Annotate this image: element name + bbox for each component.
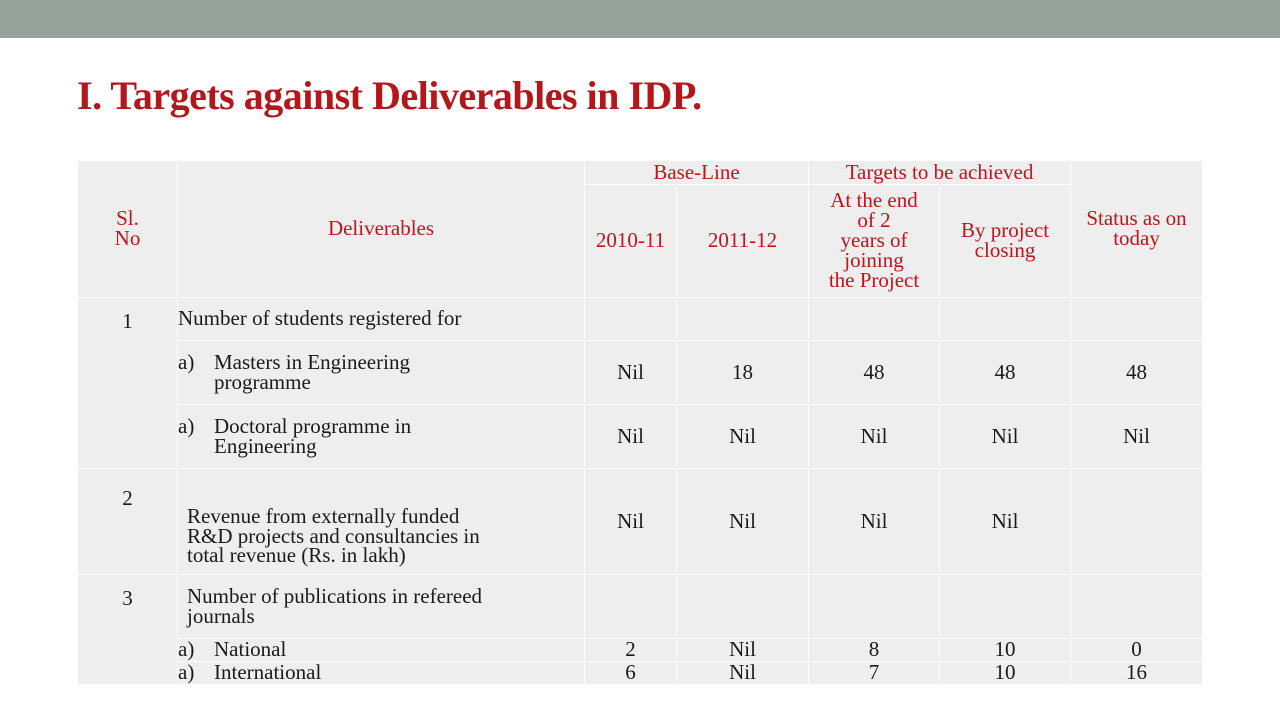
header-sl-no: Sl. No — [78, 161, 178, 298]
value-cell: 7 — [809, 662, 940, 685]
header-deliverables: Deliverables — [178, 161, 585, 298]
value-cell: Nil — [677, 469, 809, 575]
row-deliverable-text: Revenue from externally funded R&D projects and consultancies in total revenue (Rs. in lakh) — [178, 469, 585, 575]
value-cell: Nil — [585, 341, 677, 405]
row-sl-number: 1 — [78, 298, 178, 469]
row-subitem: a) Masters in Engineering programme — [178, 341, 585, 405]
header-baseline: Base-Line — [585, 161, 809, 185]
value-cell: 48 — [1071, 341, 1203, 405]
value-cell: Nil — [585, 469, 677, 575]
header-year-2011-12: 2011-12 — [677, 185, 809, 298]
deliverables-table — [77, 160, 1203, 685]
table-row — [78, 405, 1203, 469]
value-cell: 16 — [1071, 662, 1203, 685]
row-sl-number: 3 — [78, 575, 178, 685]
value-cell: 0 — [1071, 639, 1203, 662]
value-cell: Nil — [1071, 405, 1203, 469]
value-cell: Nil — [585, 405, 677, 469]
value-cell: 10 — [940, 639, 1071, 662]
value-cell: 2 — [585, 639, 677, 662]
value-cell: 48 — [940, 341, 1071, 405]
header-targets: Targets to be achieved — [809, 161, 1071, 185]
table-row — [78, 469, 1203, 575]
header-project-closing: By project closing — [940, 185, 1071, 298]
value-cell: Nil — [940, 405, 1071, 469]
value-cell: Nil — [940, 469, 1071, 575]
row-subitem: a) National — [178, 639, 585, 662]
value-cell: Nil — [677, 639, 809, 662]
top-accent-bar — [0, 0, 1280, 38]
table-row — [78, 298, 1203, 341]
header-end-of-two-years: At the end of 2 years of joining the Project — [809, 185, 940, 298]
row-subitem: a) Doctoral programme in Engineering — [178, 405, 585, 469]
header-row-1 — [78, 161, 1203, 185]
table-row — [78, 639, 1203, 662]
header-status: Status as on today — [1071, 161, 1203, 298]
value-cell: 6 — [585, 662, 677, 685]
value-cell: 8 — [809, 639, 940, 662]
value-cell: Nil — [677, 405, 809, 469]
value-cell: Nil — [809, 405, 940, 469]
table-row — [78, 341, 1203, 405]
value-cell: 18 — [677, 341, 809, 405]
table-row — [78, 662, 1203, 685]
value-cell: Nil — [809, 469, 940, 575]
table-row — [78, 575, 1203, 639]
row-deliverable-text: Number of publications in refereed journals — [178, 575, 585, 639]
row-deliverable-text: Number of students registered for — [178, 298, 585, 341]
row-sl-number: 2 — [78, 469, 178, 575]
value-cell: Nil — [677, 662, 809, 685]
row-subitem: a) International — [178, 662, 585, 685]
value-cell: 48 — [809, 341, 940, 405]
slide-title: I. Targets against Deliverables in IDP. — [77, 73, 702, 118]
value-cell: 10 — [940, 662, 1071, 685]
header-year-2010-11: 2010-11 — [585, 185, 677, 298]
